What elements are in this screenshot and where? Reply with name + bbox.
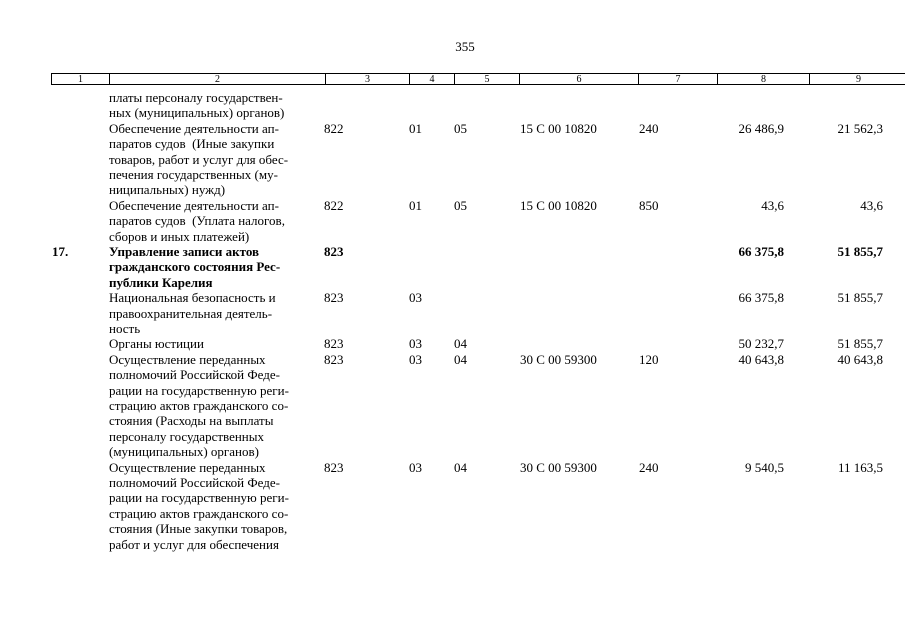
page-number: 355: [455, 39, 475, 54]
row-name: [109, 244, 324, 290]
row-name-line: паратов судов (Уплата налогов,: [109, 213, 285, 229]
row-amount-2: 51 855,7: [837, 336, 883, 352]
row-name-line: Управление записи актов: [109, 244, 260, 259]
column-header-6: 6: [520, 74, 639, 84]
row-ministry-code: 823: [324, 244, 344, 259]
row-name: [109, 121, 324, 198]
row-name-line: рации на государственную реги-: [109, 382, 289, 398]
row-name-line: страцию актов гражданского со-: [109, 505, 289, 521]
row-name-line: полномочий Российской Феде-: [109, 367, 280, 383]
row-ministry-code: 823: [324, 351, 344, 367]
row-expense-type: 240: [639, 120, 659, 136]
row-name-line: работ и услуг для обеспечения: [109, 536, 279, 552]
row-ministry-code: 822: [324, 197, 344, 213]
row-subsection-code: 04: [454, 336, 467, 352]
row-target-code: 30 С 00 59300: [520, 351, 597, 367]
row-ministry-code: 823: [324, 336, 344, 352]
column-header-2: 2: [110, 74, 326, 84]
row-target-code: 30 С 00 59300: [520, 459, 597, 475]
row-name-line: персоналу государственных: [109, 428, 265, 444]
row-name: [109, 352, 324, 460]
row-amount-1: 43,6: [761, 197, 784, 213]
column-header-4: 4: [410, 74, 455, 84]
row-name-line: ность: [109, 321, 141, 336]
row-amount-1: 66 375,8: [738, 244, 784, 259]
row-ministry-code: 822: [324, 120, 344, 136]
row-name-line: Осуществление переданных: [109, 351, 266, 367]
row-section-code: 03: [409, 459, 422, 475]
row-expense-type: 240: [639, 459, 659, 475]
column-header-1: 1: [52, 74, 110, 84]
row-name-line: правоохранительная деятель-: [109, 305, 273, 321]
row-amount-1: 66 375,8: [738, 290, 784, 306]
row-name-line: Осуществление переданных: [109, 459, 266, 475]
row-name-line: стояния (Расходы на выплаты: [109, 413, 274, 429]
row-subsection-code: 04: [454, 351, 467, 367]
row-name-line: печения государственных (му-: [109, 167, 278, 183]
row-name: [109, 90, 324, 121]
row-name-line: гражданского состояния Рес-: [109, 259, 281, 275]
row-amount-1: 40 643,8: [738, 351, 784, 367]
row-name-line: Обеспечение деятельности ап-: [109, 120, 279, 136]
row-subsection-code: 05: [454, 120, 467, 136]
row-expense-type: 120: [639, 351, 659, 367]
row-target-code: 15 С 00 10820: [520, 120, 597, 136]
row-name-line: публики Карелия: [109, 274, 213, 290]
row-amount-2: 51 855,7: [837, 244, 883, 259]
row-amount-2: 40 643,8: [837, 351, 883, 367]
row-number: 17.: [52, 244, 69, 259]
row-ministry-code: 823: [324, 290, 344, 306]
row-name-line: Обеспечение деятельности ап-: [109, 197, 279, 213]
column-header-7: 7: [639, 74, 718, 84]
row-name-line: полномочий Российской Феде-: [109, 475, 280, 490]
row-subsection-code: 04: [454, 459, 467, 475]
row-name-line: сборов и иных платежей): [109, 228, 250, 244]
row-name: [109, 336, 324, 351]
row-name-line: Национальная безопасность и: [109, 290, 276, 306]
row-name-line: Органы юстиции: [109, 336, 204, 352]
row-name-line: рации на государственную реги-: [109, 490, 289, 506]
row-section-code: 03: [409, 290, 422, 306]
row-name: [109, 460, 324, 552]
row-name-line: платы персоналу государствен-: [109, 90, 283, 105]
row-target-code: 15 С 00 10820: [520, 197, 597, 213]
row-amount-2: 11 163,5: [837, 459, 883, 475]
row-name-line: ниципальных) нужд): [109, 182, 226, 198]
row-name-line: паратов судов (Иные закупки: [109, 136, 275, 152]
row-section-code: 03: [409, 351, 422, 367]
row-subsection-code: 05: [454, 197, 467, 213]
row-name-line: страцию актов гражданского со-: [109, 398, 289, 414]
row-name: [109, 290, 324, 336]
row-amount-2: 43,6: [860, 197, 883, 213]
row-section-code: 01: [409, 120, 422, 136]
row-name-line: ных (муниципальных) органов): [109, 105, 285, 121]
column-header-3: 3: [326, 74, 410, 84]
column-header-9: 9: [856, 74, 861, 85]
column-header-row: [51, 73, 905, 85]
row-name-line: товаров, работ и услуг для обес-: [109, 151, 289, 167]
row-amount-1: 26 486,9: [738, 120, 784, 136]
row-name-line: (муниципальных) органов): [109, 444, 259, 460]
row-amount-1: 9 540,5: [745, 459, 784, 475]
row-name: [109, 198, 324, 244]
row-name-line: стояния (Иные закупки товаров,: [109, 521, 288, 537]
column-header-5: 5: [455, 74, 520, 84]
row-amount-2: 51 855,7: [837, 290, 883, 306]
row-section-code: 03: [409, 336, 422, 352]
row-expense-type: 850: [639, 197, 659, 213]
row-amount-1: 50 232,7: [738, 336, 784, 352]
column-header-8: 8: [718, 74, 810, 84]
row-amount-2: 21 562,3: [837, 120, 883, 136]
row-ministry-code: 823: [324, 459, 344, 475]
row-section-code: 01: [409, 197, 422, 213]
